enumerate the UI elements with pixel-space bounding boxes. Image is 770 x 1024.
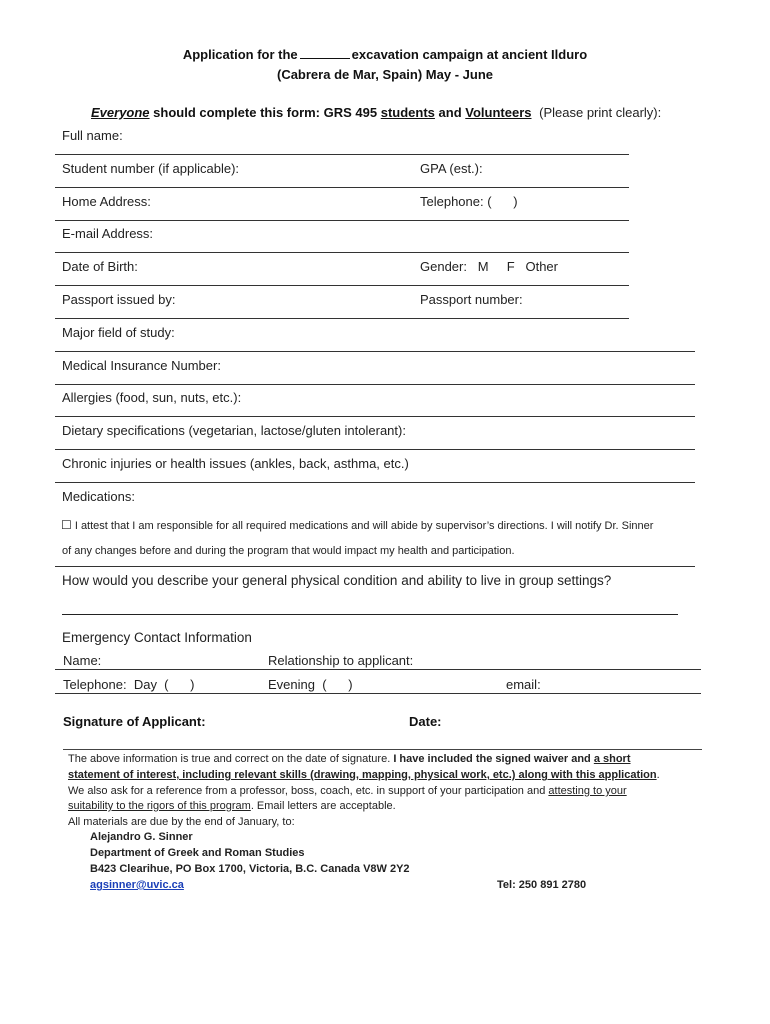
footer-line-1 (68, 753, 631, 765)
full-name-field[interactable] (55, 154, 629, 155)
title-suffix: excavation campaign at ancient Ilduro (351, 47, 588, 62)
emergency-relationship-label: Relationship to applicant: (268, 653, 414, 668)
emergency-telephone-field[interactable] (55, 693, 701, 694)
major-field[interactable] (55, 351, 695, 352)
student-number-label: Student number (if applicable): (62, 161, 240, 176)
form-subtitle: (Cabrera de Mar, Spain) May - June (276, 67, 493, 82)
attest-line-1 (61, 518, 653, 532)
medical-insurance-label: Medical Insurance Number: (62, 358, 221, 373)
intro-students: students (380, 105, 435, 120)
medical-insurance-field[interactable] (55, 384, 695, 385)
campaign-year-blank[interactable] (300, 48, 350, 59)
footer-line-4 (68, 800, 396, 812)
footer-line-4-plain: . Email letters are acceptable. (250, 800, 396, 812)
attest-divider (55, 566, 695, 567)
dob-label: Date of Birth: (62, 259, 138, 274)
student-number-field[interactable] (55, 187, 629, 188)
allergies-field[interactable] (55, 416, 695, 417)
dietary-field[interactable] (55, 449, 695, 450)
gpa-label: GPA (est.): (420, 161, 483, 176)
chronic-field[interactable] (55, 482, 695, 483)
footer-line-1-bold: I have included the signed waiver and (393, 753, 591, 765)
footer-line-1-plain: The above information is true and correct on the date of signature. (68, 753, 391, 765)
emergency-heading: Emergency Contact Information (62, 630, 252, 645)
footer-due-line: All materials are due by the end of January, to: (68, 816, 295, 828)
attest-line-2: of any changes before and during the program that would impact my health and participation. (62, 545, 515, 557)
form-title (0, 47, 770, 62)
email-label: E-mail Address: (62, 226, 154, 241)
contact-department: Department of Greek and Roman Studies (90, 847, 305, 859)
contact-telephone: Tel: 250 891 2780 (497, 879, 587, 891)
footer-line-2 (68, 769, 660, 781)
chronic-label: Chronic injuries or health issues (ankles, back, asthma, etc.) (62, 456, 409, 471)
footer-statement-of-interest: statement of interest, including relevant skills (drawing, mapping, physical work, etc.) along with this application (68, 769, 657, 781)
emergency-name-field[interactable] (55, 669, 701, 670)
attest-text-1: I attest that I am responsible for all required medications and will abide by supervisor’s directions. I will notify Dr. Sinner (74, 520, 654, 532)
allergies-label: Allergies (food, sun, nuts, etc.): (62, 390, 242, 405)
passport-field[interactable] (55, 318, 629, 319)
emergency-evening-label: Evening ( ) (268, 677, 353, 692)
emergency-email-label: email: (506, 677, 541, 692)
condition-answer-field[interactable] (62, 614, 678, 615)
intro-everyone: Everyone (91, 105, 150, 120)
gender-label: Gender: M F Other (420, 259, 558, 274)
intro-note: (Please print clearly): (539, 105, 662, 120)
dietary-label: Dietary specifications (vegetarian, lactose/gluten intolerant): (62, 423, 406, 438)
footer-line-2-end: . (656, 769, 660, 781)
intro-volunteers: Volunteers (465, 105, 532, 120)
condition-question: How would you describe your general physical condition and ability to live in group settings? (62, 573, 612, 588)
contact-address: B423 Clearihue, PO Box 1700, Victoria, B.C. Canada V8W 2Y2 (90, 863, 410, 875)
full-name-label: Full name: (62, 128, 123, 143)
signature-field[interactable] (63, 749, 702, 750)
dob-field[interactable] (55, 285, 629, 286)
signature-label: Signature of Applicant: (63, 714, 206, 729)
passport-number-label: Passport number: (420, 292, 523, 307)
emergency-telephone-day-label: Telephone: Day ( ) (63, 677, 195, 692)
footer-line-4-underlined: suitability to the rigors of this program (68, 800, 251, 812)
date-label: Date: (409, 714, 442, 729)
telephone-label: Telephone: ( ) (420, 194, 518, 209)
footer-line-3-underlined: attesting to your (548, 785, 627, 797)
footer-line-3-plain: We also ask for a reference from a professor, boss, coach, etc. in support of your participation and (68, 785, 546, 797)
intro-line (91, 105, 661, 120)
title-prefix: Application for the (182, 47, 298, 62)
footer-line-1-bold-underlined: a short (593, 753, 631, 765)
home-address-field[interactable] (55, 220, 629, 221)
home-address-label: Home Address: (62, 194, 151, 209)
intro-and: and (438, 105, 462, 120)
email-field[interactable] (55, 252, 629, 253)
emergency-name-label: Name: (63, 653, 102, 668)
footer-line-3 (68, 785, 627, 797)
intro-text: should complete this form: GRS 495 (153, 105, 378, 120)
passport-issued-label: Passport issued by: (62, 292, 176, 307)
contact-name: Alejandro G. Sinner (90, 831, 193, 843)
attest-checkbox[interactable]: ☐ (61, 518, 72, 532)
major-label: Major field of study: (62, 325, 175, 340)
contact-email-link[interactable]: agsinner@uvic.ca (90, 879, 184, 891)
medications-label: Medications: (62, 489, 135, 504)
